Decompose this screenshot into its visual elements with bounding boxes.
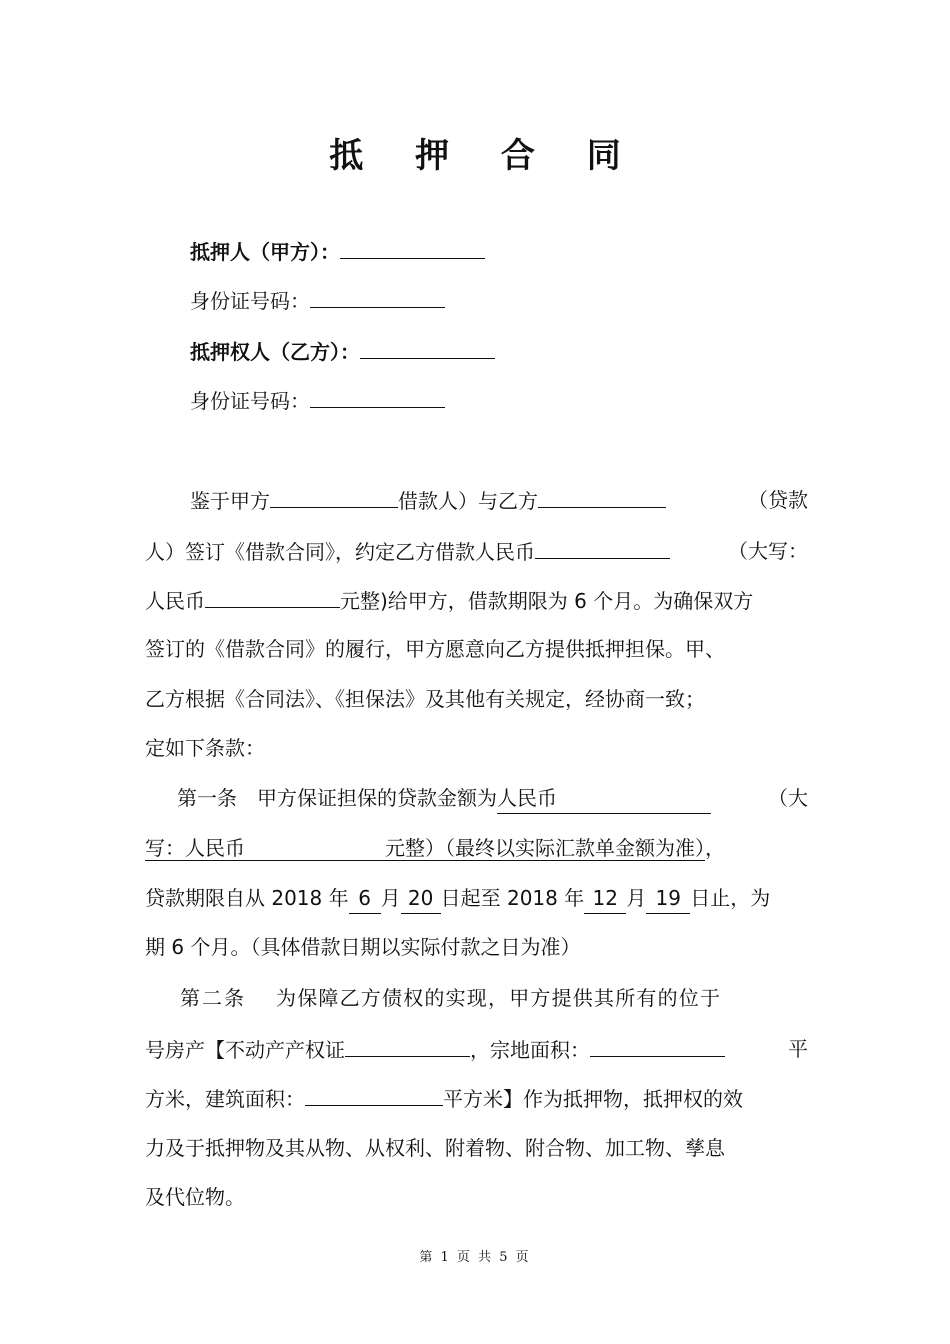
article-text: ，宗地面积： (470, 1038, 590, 1062)
id-number-blank-2[interactable] (310, 385, 445, 408)
preamble-line-4: 签订的《借款合同》的履行，甲方愿意向乙方提供抵押担保。甲、 (145, 637, 725, 661)
mortgagor-label: 抵押人（甲方）： (190, 240, 340, 264)
start-month[interactable]: 6 (349, 883, 381, 914)
article-text: 号房产【不动产产权证 (145, 1038, 345, 1062)
article-2-heading: 第二条 (180, 986, 246, 1010)
amount-currency: 人民币 (497, 786, 557, 810)
id-number-label-1: 身份证号码： (190, 289, 310, 313)
article-2-line-2 (145, 1034, 808, 1065)
article-1-line-3 (145, 883, 808, 914)
preamble-text: 借款人）与乙方 (398, 489, 538, 513)
id-number-label-2: 身份证号码： (190, 389, 310, 413)
article-text: 为保障乙方债权的实现，甲方提供其所有的位于 (276, 986, 722, 1010)
loan-amount-blank[interactable] (535, 536, 670, 559)
id-number-blank-1[interactable] (310, 285, 445, 308)
start-day[interactable]: 20 (401, 883, 441, 914)
underlined-amount[interactable] (497, 783, 711, 814)
article-text: 日止，为 (690, 886, 771, 910)
end-month[interactable]: 12 (584, 883, 626, 914)
article-text: 甲方保证担保的贷款金额为 (257, 786, 497, 810)
document-title: 抵 押 合 同 (329, 136, 641, 176)
article-text: 平方米】作为抵押物，抵押权的效 (443, 1087, 743, 1111)
article-text: 平 (788, 1037, 808, 1061)
article-1-heading: 第一条 (177, 786, 237, 810)
article-text: （大 (768, 786, 808, 810)
amount-words-blank[interactable] (205, 585, 340, 608)
preamble-text: 元整)给甲方，借款期限为 6 个月。为确保双方 (340, 589, 754, 613)
lender-blank[interactable] (538, 485, 666, 508)
mortgagor-blank[interactable] (340, 236, 485, 259)
preamble-line-3 (145, 585, 808, 616)
article-text: 元整）（最终以实际汇款单金额为准） (385, 836, 705, 860)
article-text: 月 (626, 886, 647, 910)
mortgagor-field (190, 236, 485, 267)
building-area-blank[interactable] (305, 1083, 443, 1106)
article-1-line-1 (177, 783, 808, 814)
land-area-blank[interactable] (590, 1034, 725, 1057)
mortgagee-label: 抵押权人（乙方）： (190, 340, 360, 364)
article-2-line-3 (145, 1083, 808, 1114)
end-day[interactable]: 19 (646, 883, 690, 914)
preamble-line-1 (190, 485, 808, 516)
article-text: 日起至 2018 年 (440, 886, 585, 910)
article-2-line-1 (180, 983, 808, 1013)
borrower-blank[interactable] (270, 485, 398, 508)
preamble-text: 人）签订《借款合同》，约定乙方借款人民币 (145, 540, 535, 564)
preamble-text: 人民币 (145, 589, 205, 613)
article-text: 月 (380, 886, 401, 910)
article-1-line-2 (145, 833, 808, 863)
preamble-text: 鉴于甲方 (190, 489, 270, 513)
preamble-line-5: 乙方根据《合同法》、《担保法》及其他有关规定，经协商一致； (145, 687, 705, 711)
underlined-amount-words[interactable] (145, 836, 705, 861)
preamble-line-2 (145, 536, 808, 567)
article-1-line-4: 期 6 个月。（具体借款日期以实际付款之日为准） (145, 935, 581, 959)
article-text: 写：人民币 (145, 836, 245, 860)
mortgagee-field (190, 336, 495, 367)
article-text: 贷款期限自从 2018 年 (145, 886, 349, 910)
id-number-field-1 (190, 285, 445, 316)
article-2-line-4: 力及于抵押物及其从物、从权利、附着物、附合物、加工物、孳息 (145, 1136, 725, 1160)
article-text: 方米，建筑面积： (145, 1087, 305, 1111)
property-cert-blank[interactable] (345, 1034, 470, 1057)
preamble-text: （大写： (728, 539, 808, 563)
article-2-line-5: 及代位物。 (145, 1185, 245, 1209)
article-text: ， (705, 836, 725, 860)
page-number: 第 1 页 共 5 页 (419, 1250, 531, 1265)
preamble-line-6: 定如下条款： (145, 736, 265, 760)
id-number-field-2 (190, 385, 445, 416)
preamble-text: （贷款 (748, 488, 808, 512)
mortgagee-blank[interactable] (360, 336, 495, 359)
